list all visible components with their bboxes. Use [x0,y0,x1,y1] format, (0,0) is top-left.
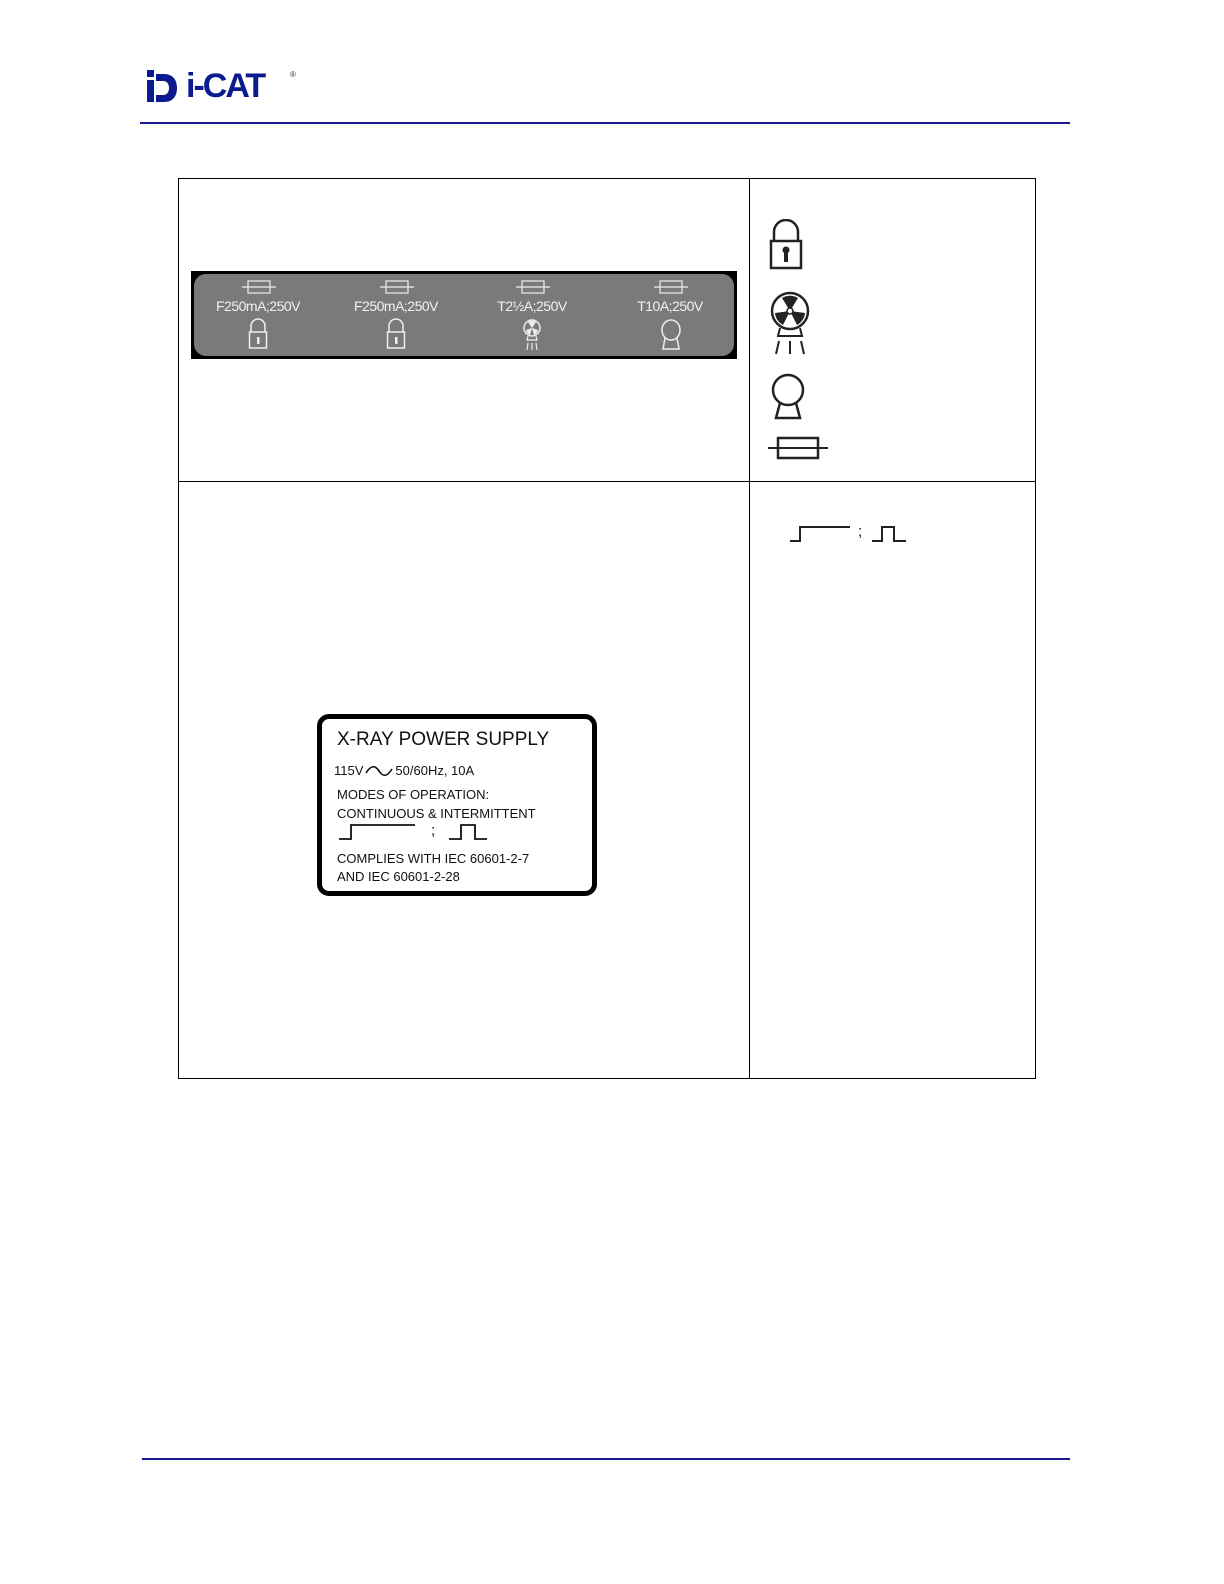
fuse-slot [198,274,318,356]
fuse-icon [242,278,276,296]
table-row [179,482,1036,1079]
fuse-slot [610,274,730,356]
fuse-rating: F250mA;250V [216,298,300,314]
modes-value: CONTINUOUS & INTERMITTENT [337,806,536,821]
padlock-icon [768,219,804,271]
complies-line-1: COMPLIES WITH IEC 60601-2-7 [337,851,530,866]
isi-logo-icon [146,68,178,104]
company-logo [146,66,296,106]
voltage-value: 115V [334,763,364,778]
header-rule [140,122,1070,124]
power-supply-label-cell [179,482,750,1079]
fuse-icon [516,278,550,296]
lamp-icon [660,318,682,352]
lamp-icon [768,373,808,421]
fuse-rating: T10A;250V [637,298,703,314]
xray-power-supply-label [317,714,597,896]
operation-modes-icon [788,524,912,544]
fuse-rating: F250mA;250V [354,298,438,314]
fuse-panel-cell [179,179,750,482]
fuse-slot [472,274,592,356]
complies-line-2: AND IEC 60601-2-28 [337,869,460,884]
symbols-legend-cell [750,179,1036,482]
footer-rule [142,1458,1070,1460]
xray-tube-icon [768,291,812,357]
fuse-icon [768,435,828,461]
fuse-rating: T2½A;250V [497,298,567,314]
padlock-icon [386,318,406,350]
registered-mark: ® [290,70,296,79]
xray-tube-icon [522,318,542,352]
label-title: X-RAY POWER SUPPLY [337,729,550,750]
padlock-icon [248,318,268,350]
modes-heading: MODES OF OPERATION: [337,787,490,802]
ac-wave-icon [365,765,393,777]
fuse-icon [654,278,688,296]
fuse-slot [336,274,456,356]
modes-separator: ; [858,523,863,540]
voltage-line [334,763,474,778]
operation-modes-icon [337,821,497,843]
table-row [179,179,1036,482]
symbols-table [178,178,1036,1079]
fuse-icon [380,278,414,296]
frequency-value: 50/60Hz, 10A [395,763,475,778]
fuse-panel-image [191,271,737,359]
modes-symbol-cell [750,482,1036,1079]
modes-separator: ; [431,822,436,839]
logo-wordmark: i-CAT [186,67,265,105]
